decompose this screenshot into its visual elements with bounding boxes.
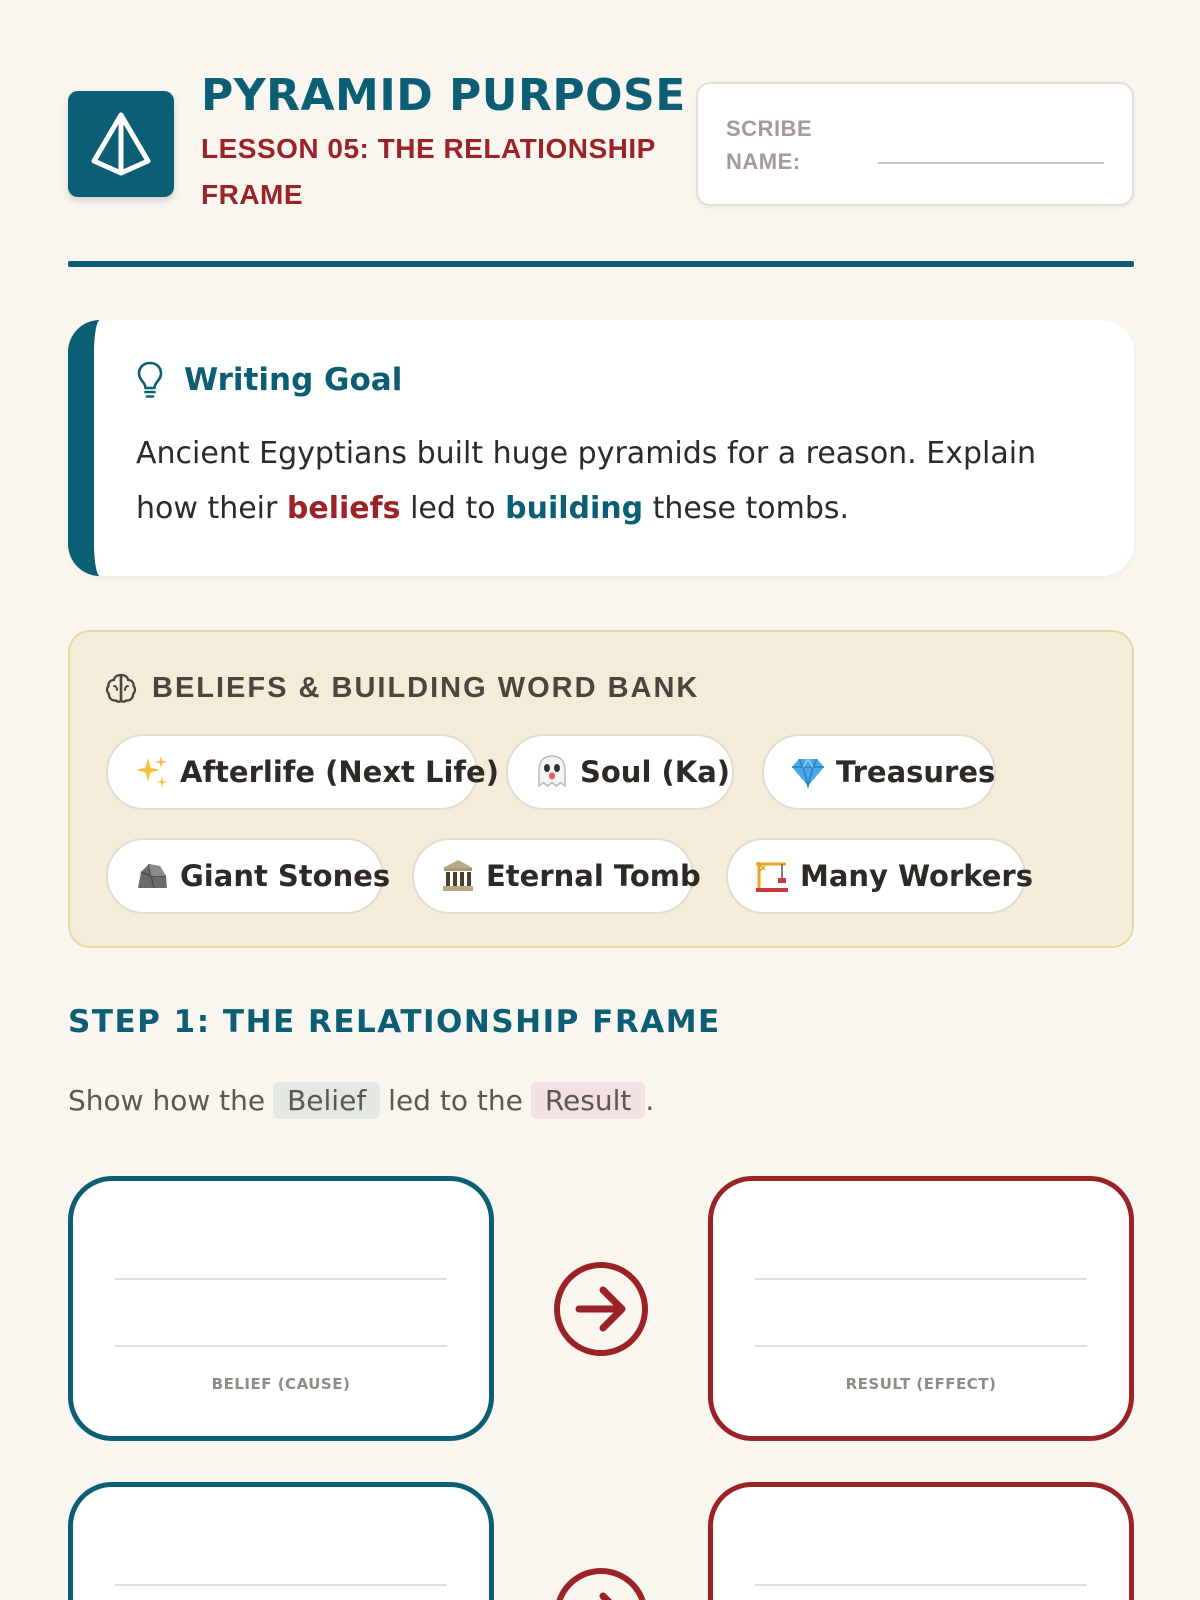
brain-icon bbox=[104, 671, 138, 705]
writing-line[interactable] bbox=[755, 1584, 1087, 1586]
belief-cause-label: BELIEF (CAUSE) bbox=[211, 1375, 351, 1393]
pyramid-icon bbox=[68, 91, 174, 197]
arrow-right-circle-icon bbox=[551, 1565, 651, 1600]
belief-cause-box[interactable] bbox=[68, 1176, 494, 1441]
header-divider bbox=[68, 261, 1134, 267]
keyword-beliefs: beliefs bbox=[286, 491, 401, 526]
writing-line[interactable] bbox=[755, 1345, 1087, 1347]
writing-goal-title: Writing Goal bbox=[184, 362, 403, 398]
ghost-icon bbox=[534, 754, 570, 790]
writing-line[interactable] bbox=[115, 1345, 447, 1347]
lesson-title: LESSON 05: THE RELATIONSHIP FRAME bbox=[201, 133, 656, 210]
word-chip-giant-stones[interactable]: Giant Stones bbox=[106, 838, 384, 914]
app-title: PYRAMID PURPOSE bbox=[201, 70, 686, 121]
writing-goal-text: Ancient Egyptians built huge pyramids for a reason. Explain how their beliefs led to building these tombs. bbox=[136, 436, 1037, 526]
sparkles-icon bbox=[134, 754, 170, 790]
writing-goal-card bbox=[68, 320, 1134, 576]
header bbox=[68, 70, 1134, 220]
scribe-name-label: SCRIBE NAME: bbox=[726, 116, 813, 174]
result-effect-box[interactable] bbox=[708, 1482, 1134, 1600]
result-tag: Result bbox=[531, 1082, 646, 1119]
word-chip-many-workers[interactable]: Many Workers bbox=[726, 838, 1026, 914]
word-chip-eternal-tomb[interactable]: Eternal Tomb bbox=[412, 838, 694, 914]
word-chip-afterlife[interactable]: Afterlife (Next Life) bbox=[106, 734, 478, 810]
step-1-instructions: Show how the Belief led to the Result . bbox=[68, 1083, 655, 1117]
result-effect-label: RESULT (EFFECT) bbox=[845, 1375, 997, 1393]
word-bank bbox=[68, 630, 1134, 948]
writing-line[interactable] bbox=[755, 1278, 1087, 1280]
step-1-title: STEP 1: THE RELATIONSHIP FRAME bbox=[68, 1004, 721, 1040]
word-bank-title: BELIEFS & BUILDING WORD BANK bbox=[152, 671, 700, 704]
lightbulb-icon bbox=[136, 360, 166, 400]
scribe-name-field[interactable] bbox=[696, 82, 1134, 206]
belief-tag: Belief bbox=[273, 1082, 380, 1119]
result-effect-box[interactable] bbox=[708, 1176, 1134, 1441]
writing-line[interactable] bbox=[115, 1584, 447, 1586]
belief-cause-box[interactable] bbox=[68, 1482, 494, 1600]
gem-icon bbox=[790, 754, 826, 790]
rock-icon bbox=[134, 858, 170, 894]
crane-icon bbox=[754, 858, 790, 894]
keyword-building: building bbox=[505, 491, 644, 526]
scribe-name-line[interactable] bbox=[878, 162, 1104, 164]
classical-building-icon bbox=[440, 858, 476, 894]
word-chip-soul[interactable]: Soul (Ka) bbox=[506, 734, 734, 810]
arrow-right-circle-icon bbox=[551, 1259, 651, 1359]
word-chip-treasures[interactable]: Treasures bbox=[762, 734, 996, 810]
writing-line[interactable] bbox=[115, 1278, 447, 1280]
